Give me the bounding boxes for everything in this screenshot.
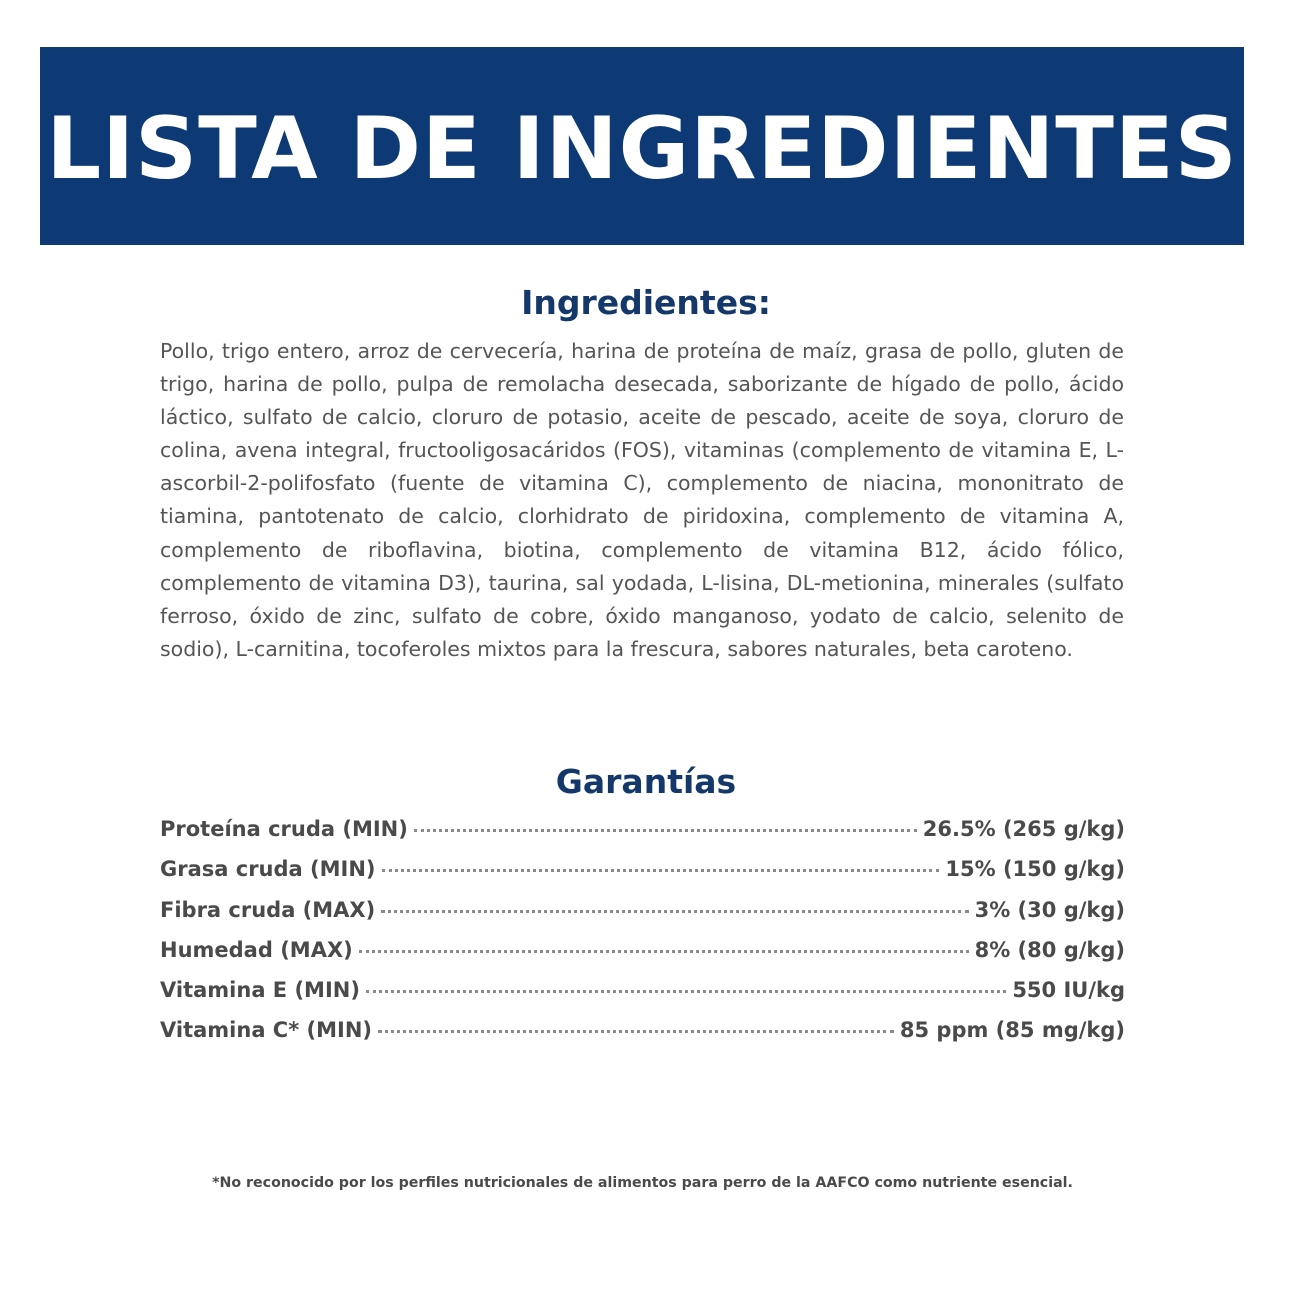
ingredients-heading: Ingredientes: xyxy=(521,283,771,322)
guarantee-label: Vitamina E (MIN) xyxy=(160,978,360,1003)
guarantee-row-fat xyxy=(160,857,1125,897)
guarantee-row-moisture xyxy=(160,938,1125,978)
guarantee-value: 550 IU/kg xyxy=(1012,978,1125,1003)
guarantee-value: 15% (150 g/kg) xyxy=(945,857,1125,882)
guarantee-label: Vitamina C* (MIN) xyxy=(160,1018,372,1043)
page-title: LISTA DE INGREDIENTES xyxy=(46,99,1238,199)
guarantees-table xyxy=(160,817,1125,1059)
guarantee-row-fiber xyxy=(160,898,1125,938)
guarantee-value: 85 ppm (85 mg/kg) xyxy=(899,1018,1125,1043)
guarantee-row-vitamin-c xyxy=(160,1018,1125,1058)
guarantee-label: Grasa cruda (MIN) xyxy=(160,857,376,882)
guarantee-value: 3% (30 g/kg) xyxy=(974,897,1125,922)
title-banner xyxy=(40,47,1244,245)
footnote: *No reconocido por los perfiles nutricionales de alimentos para perro de la AAFCO como nutriente esencial. xyxy=(212,1175,1073,1191)
dot-leader xyxy=(382,869,940,872)
dot-leader xyxy=(378,1030,894,1033)
ingredients-list: Pollo, trigo entero, arroz de cervecería, harina de proteína de maíz, grasa de pollo, gluten de trigo, harina de pollo, pulpa de remolacha desecada, saborizante de hígado de pollo, ácido láctico, sulfato de calcio, cloruro de potasio, aceite de pescado, aceite de soya, cloruro de colina, avena integral, fructooligosacáridos (FOS), vitaminas (complemento de vitamina E, L-ascorbil-2-polifosfato (fuente de vitamina C), complemento de niacina, mononitrato de tiamina, pantotenato de calcio, clorhidrato de piridoxina, complemento de vitamina A, complemento de riboflavina, biotina, complemento de vitamina B12, ácido fólico, complemento de vitamina D3), taurina, sal yodada, L-lisina, DL-metionina, minerales (sulfato ferroso, óxido de zinc, sulfato de cobre, óxido manganoso, yodato de calcio, selenito de sodio), L-carnitina, tocoferoles mixtos para la frescura, sabores naturales, beta caroteno. xyxy=(160,339,1124,661)
guarantee-value: 8% (80 g/kg) xyxy=(974,937,1125,962)
dot-leader xyxy=(359,950,969,953)
dot-leader xyxy=(366,990,1006,993)
guarantee-label: Fibra cruda (MAX) xyxy=(160,897,376,922)
guarantee-label: Humedad (MAX) xyxy=(160,937,353,962)
guarantees-heading: Garantías xyxy=(555,762,737,801)
dot-leader xyxy=(381,910,968,913)
guarantee-row-vitamin-e xyxy=(160,978,1125,1018)
guarantee-value: 26.5% (265 g/kg) xyxy=(922,817,1125,841)
guarantee-label: Proteína cruda (MIN) xyxy=(160,817,408,841)
dot-leader xyxy=(414,829,917,832)
guarantee-row-protein xyxy=(160,817,1125,857)
